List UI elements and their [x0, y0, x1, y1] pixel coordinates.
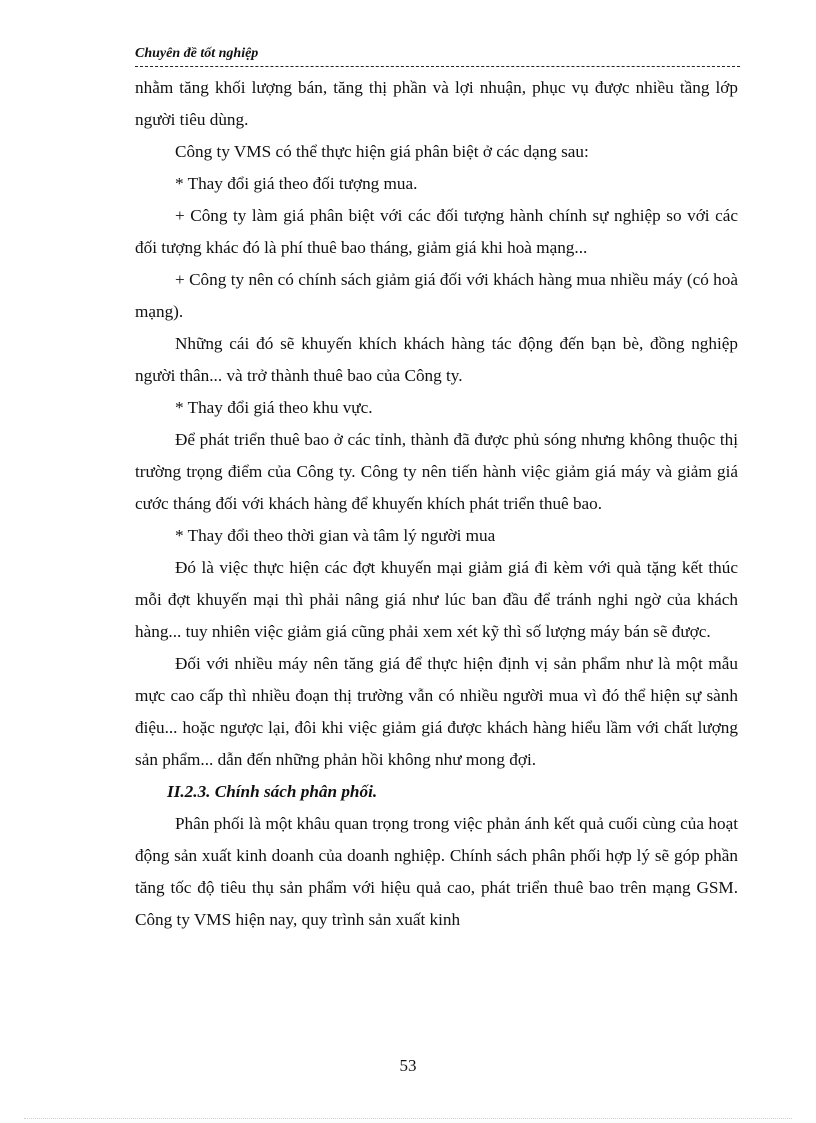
- page-number: 53: [399, 1056, 417, 1075]
- paragraph: Đó là việc thực hiện các đợt khuyến mại giảm giá đi kèm với quà tặng kết thúc mỗi đợt khuyến mại thì phải nâng giá như lúc ban đầu để tránh nghi ngờ của khách hàng... tuy nhiên việc giảm giá cũng phải xem xét kỹ thì số lượng máy bán sẽ được.: [135, 558, 738, 641]
- page-header: [135, 44, 740, 67]
- body-text: [135, 72, 738, 936]
- paragraph: Để phát triển thuê bao ở các tỉnh, thành đã được phủ sóng nhưng không thuộc thị trường trọng điểm của Công ty. Công ty nên tiến hành việc giảm giá máy và giảm giá cước tháng đối với khách hàng để khuyến khích phát triển thuê bao.: [135, 430, 738, 513]
- list-item: * Thay đổi giá theo khu vực.: [175, 398, 373, 417]
- paragraph: Công ty VMS có thể thực hiện giá phân biệt ở các dạng sau:: [175, 142, 589, 161]
- paragraph: Phân phối là một khâu quan trọng trong việc phản ánh kết quả cuối cùng của hoạt động sản xuất kinh doanh của doanh nghiệp. Chính sách phân phối hợp lý sẽ góp phần tăng tốc độ tiêu thụ sản phẩm với hiệu quả cao, phát triển thuê bao trên mạng GSM. Công ty VMS hiện nay, quy trình sản xuất kinh: [135, 814, 738, 929]
- list-item: + Công ty làm giá phân biệt với các đối tượng hành chính sự nghiệp so với các đối tượng khác đó là phí thuê bao tháng, giảm giá khi hoà mạng...: [135, 206, 738, 257]
- paragraph: nhằm tăng khối lượng bán, tăng thị phần và lợi nhuận, phục vụ được nhiều tầng lớp người tiêu dùng.: [135, 78, 738, 129]
- footer-rule: [24, 1118, 792, 1119]
- list-item: * Thay đổi giá theo đối tượng mua.: [175, 174, 418, 193]
- section-heading: II.2.3. Chính sách phân phối.: [167, 782, 378, 801]
- header-title: Chuyên đề tốt nghiệp: [135, 46, 262, 62]
- list-item: * Thay đổi theo thời gian và tâm lý người mua: [175, 526, 496, 545]
- paragraph: Đối với nhiều máy nên tăng giá để thực hiện định vị sản phẩm như là một mẫu mực cao cấp thì nhiều đoạn thị trường vẫn có nhiều người mua vì đó thể hiện sự sành điệu... hoặc ngược lại, đôi khi việc giảm giá được khách hàng hiểu lầm với chất lượng sản phẩm... dẫn đến những phản hồi không như mong đợi.: [135, 654, 738, 769]
- paragraph: Những cái đó sẽ khuyến khích khách hàng tác động đến bạn bè, đồng nghiệp người thân... và trở thành thuê bao của Công ty.: [135, 334, 738, 385]
- list-item: + Công ty nên có chính sách giảm giá đối với khách hàng mua nhiều máy (có hoà mạng).: [135, 270, 738, 321]
